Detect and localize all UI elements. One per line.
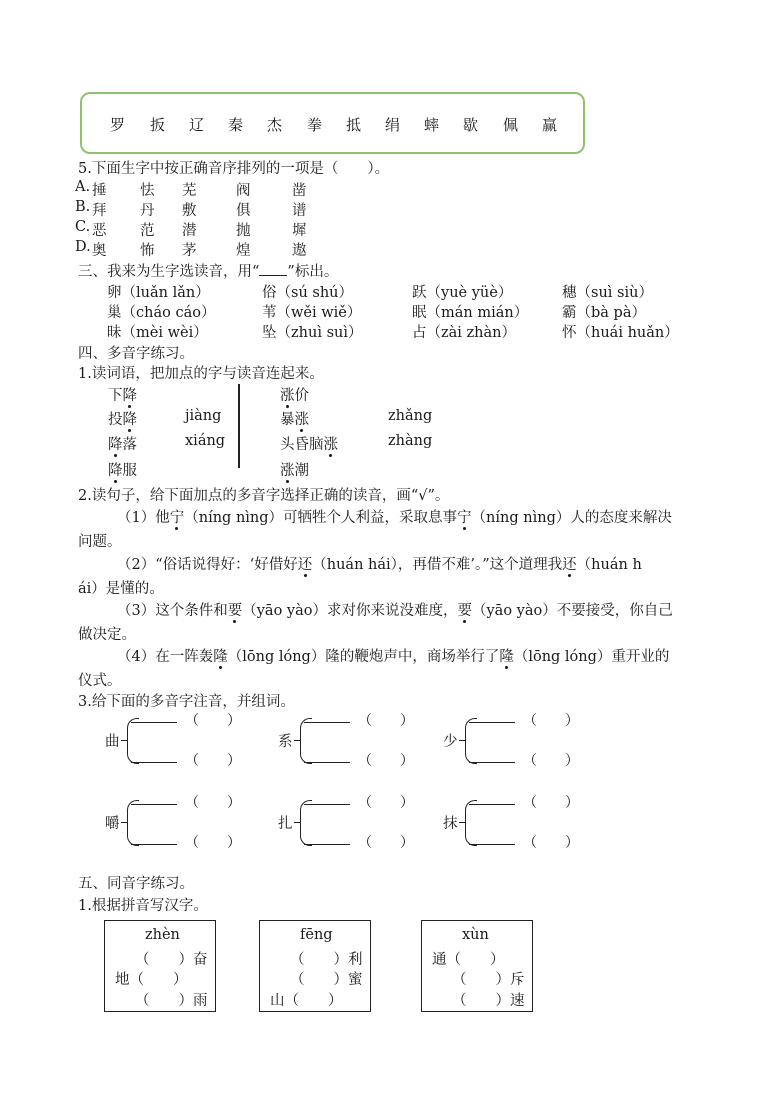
sentence-part: （1）他 [117,510,170,526]
match-pinyin-right[interactable]: zhàng [388,433,433,449]
sentence-4-cont: 仪式。 [78,673,122,689]
dotted-char: 涨 [280,388,295,404]
option-char: 遨 [292,243,307,259]
pinyin-blank[interactable]: （ ） [358,835,414,851]
brace-icon [127,718,139,764]
option-char: 芜 [182,183,197,199]
brace-icon [465,800,477,846]
pinyin-choice[interactable]: 怀（huái huǎn） [562,325,679,341]
polyphone-char: 曲 [105,734,120,750]
box-row[interactable]: 山（ ） [270,993,343,1009]
divider-line [238,384,240,468]
option-label: D. [75,239,91,255]
q5-option-a[interactable] [75,179,90,195]
pinyin-options[interactable]: （níng nìng）人的态度来解决 [471,510,672,526]
match-word-right[interactable] [280,433,338,454]
word-blank[interactable] [131,844,177,845]
section-5-title: 五、同音字练习。 [78,876,194,892]
underline-sample [259,263,287,276]
title-part: ”标出。 [287,264,339,280]
pinyin-choice[interactable]: 卵（luǎn lǎn） [107,285,210,301]
q5-option-d[interactable] [75,239,91,255]
q5-stem: 5.下面生字中按正确音序排列的一项是（ ）。 [78,161,390,177]
word-part: 下 [108,388,123,404]
dotted-char: 涨 [294,412,309,428]
q4-2-stem: 2.读句子，给下面加点的多音字选择正确的读音，画“√”。 [78,488,450,504]
word-part: 价 [294,388,309,404]
option-char: 恶 [92,223,107,239]
pinyin-blank[interactable]: （ ） [185,835,241,851]
pinyin-choice[interactable]: 占（zài zhàn） [412,325,516,341]
dotted-char: 隆 [499,649,514,665]
word-blank[interactable] [304,762,350,763]
box-char: 抵 [346,116,362,134]
pinyin-choice[interactable]: 俗（sú shú） [262,285,354,301]
pinyin-blank[interactable]: （ ） [358,713,414,729]
box-char: 歇 [463,116,479,134]
pinyin-blank[interactable]: （ ） [358,795,414,811]
word-blank[interactable] [304,844,350,845]
polyphone-char: 系 [278,734,293,750]
match-word-left[interactable] [108,459,137,480]
pinyin-blank[interactable]: （ ） [185,753,241,769]
option-char: 丹 [140,203,155,219]
word-blank[interactable] [469,722,515,723]
dotted-char: 要 [457,603,472,619]
box-row[interactable]: （ ）斥 [452,972,525,988]
polyphone-char: 扎 [278,816,293,832]
option-char: 潜 [182,223,197,239]
box-char: 杰 [267,116,283,134]
pinyin-options[interactable]: （yāo yào）求对你来说没难度， [242,603,458,619]
dotted-char: 降 [122,388,137,404]
box-char: 绢 [385,116,401,134]
pinyin-blank[interactable]: （ ） [523,753,579,769]
match-word-right[interactable] [280,408,309,429]
dotted-char: 降 [108,463,123,479]
box-pinyin: xùn [462,927,489,943]
sentence-2 [117,553,642,574]
word-part: 头昏脑 [280,437,324,453]
pinyin-choice[interactable]: 巢（cháo cáo） [107,305,216,321]
sentence-3-cont: 做决定。 [78,627,136,643]
box-char: 蟀 [424,116,440,134]
q5-option-c[interactable] [75,219,90,235]
box-row[interactable]: （ ）雨 [135,993,208,1009]
word-part: 潮 [294,463,309,479]
option-char: 拜 [92,203,107,219]
word-part: 暴 [280,412,295,428]
pinyin-choice[interactable]: 跃（yuè yüè） [412,285,513,301]
option-label: B. [75,199,91,215]
match-word-left[interactable] [108,433,137,454]
box-row[interactable]: （ ）蜜 [290,972,363,988]
pinyin-blank[interactable]: （ ） [523,713,579,729]
dotted-char: 涨 [280,463,295,479]
option-label: C. [75,219,91,235]
pinyin-choice[interactable]: 昧（mèi wèi） [107,325,208,341]
dotted-char: 降 [108,437,123,453]
sentence-1-cont: 问题。 [78,534,122,550]
word-blank[interactable] [131,804,177,805]
dotted-char: 还 [562,557,577,573]
word-part: 投 [108,412,123,428]
pinyin-options[interactable]: （lōng lóng）重开业的 [513,649,670,665]
pinyin-options[interactable]: （huán hái），再借不难’。”这个道理我 [312,557,563,573]
dotted-char: 还 [297,557,313,573]
box-char: 拳 [307,116,323,134]
option-char: 怯 [140,183,155,199]
dotted-char: 降 [122,412,137,428]
pinyin-options[interactable]: （níng nìng）可牺牲个人利益，采取息事 [184,510,458,526]
pinyin-options[interactable]: （yāo yào）不要接受，你自己 [471,603,673,619]
dotted-char: 要 [227,603,243,619]
box-pinyin: zhèn [145,927,180,943]
pinyin-blank[interactable]: （ ） [358,753,414,769]
option-char: 捶 [92,183,107,199]
pinyin-choice[interactable]: 霸（bà pà） [562,305,646,321]
box-row[interactable]: 地（ ） [115,972,188,988]
option-char: 墀 [292,223,307,239]
box-row[interactable]: （ ）奋 [135,952,208,968]
match-word-left[interactable] [108,408,137,429]
option-char: 谱 [292,203,307,219]
brace-icon [300,718,312,764]
pinyin-blank[interactable]: （ ） [523,795,579,811]
homophone-box-xun [421,920,533,1012]
box-row[interactable]: （ ）速 [452,993,525,1009]
box-char: 赢 [542,116,558,134]
section-3-title [78,260,338,281]
sentence-1 [117,506,672,527]
option-char: 凿 [292,183,307,199]
word-blank[interactable] [304,804,350,805]
pinyin-blank[interactable]: （ ） [185,713,241,729]
pinyin-options[interactable]: （lōng lóng）隆的鞭炮声中，商场举行了 [227,649,500,665]
title-part: 三、我来为生字选读音，用“ [78,264,260,280]
word-blank[interactable] [469,762,515,763]
brace-icon [127,800,139,846]
dotted-char: 隆 [213,649,228,665]
box-pinyin: fēng [300,927,333,943]
pinyin-blank[interactable]: （ ） [185,795,241,811]
polyphone-char: 抹 [443,816,458,832]
option-char: 阀 [236,183,251,199]
sentence-3 [117,599,673,620]
word-blank[interactable] [304,722,350,723]
homophone-box-feng [259,920,371,1012]
q4-1-stem: 1.读词语，把加点的字与读音连起来。 [78,366,324,382]
homophone-box-zhen [104,920,216,1012]
box-row[interactable]: （ ）利 [290,952,363,968]
box-char: 秦 [228,116,244,134]
match-pinyin-right[interactable]: zhǎng [388,408,433,424]
match-word-right[interactable] [280,384,309,405]
match-word-right[interactable] [280,459,309,480]
pinyin-choice[interactable]: 眠（mán mián） [412,305,529,321]
box-char: 辽 [189,116,205,134]
section-4-title: 四、多音字练习。 [78,346,194,362]
pinyin-blank[interactable]: （ ） [523,835,579,851]
match-pinyin-left[interactable]: jiàng [185,408,222,424]
pinyin-options[interactable]: （huán h [576,557,642,573]
option-char: 范 [140,223,155,239]
word-part: 服 [122,463,137,479]
q5-1-stem: 1.根据拼音写汉字。 [78,898,208,914]
option-char: 敷 [182,203,197,219]
dotted-char: 涨 [323,437,338,453]
option-char: 奥 [92,243,107,259]
box-char: 罗 [110,116,126,134]
word-part: 落 [122,437,137,453]
sentence-part: （4）在一阵轰 [117,649,214,665]
match-word-left[interactable] [108,384,137,405]
option-char: 怖 [140,243,155,259]
q5-option-b[interactable] [75,199,90,215]
box-row[interactable]: 通（ ） [432,952,505,968]
dotted-char: 宁 [169,510,185,526]
character-box [80,92,585,154]
match-pinyin-left[interactable]: xiáng [185,433,226,449]
pinyin-choice[interactable]: 坠（zhuì suì） [262,325,363,341]
sentence-part: （2）“俗话说得好：‘好借好 [117,557,298,573]
word-blank[interactable] [131,722,177,723]
pinyin-choice[interactable]: 苇（wěi wiě） [262,305,362,321]
word-blank[interactable] [469,844,515,845]
dotted-char: 宁 [457,510,472,526]
sentence-4 [117,645,669,666]
polyphone-char: 嚼 [105,816,120,832]
option-label: A. [75,179,91,195]
option-char: 茅 [182,243,197,259]
q4-3-stem: 3.给下面的多音字注音，并组词。 [78,694,295,710]
option-char: 煌 [236,243,251,259]
brace-icon [300,800,312,846]
word-blank[interactable] [131,762,177,763]
sentence-2-cont: ái）是懂的。 [78,581,164,597]
polyphone-char: 少 [443,734,458,750]
option-char: 俱 [236,203,251,219]
brace-icon [465,718,477,764]
box-char: 佩 [503,116,519,134]
word-blank[interactable] [469,804,515,805]
option-char: 抛 [236,223,251,239]
box-char: 扳 [150,116,166,134]
pinyin-choice[interactable]: 穗（suì siù） [562,285,653,301]
sentence-part: （3）这个条件和 [117,603,228,619]
